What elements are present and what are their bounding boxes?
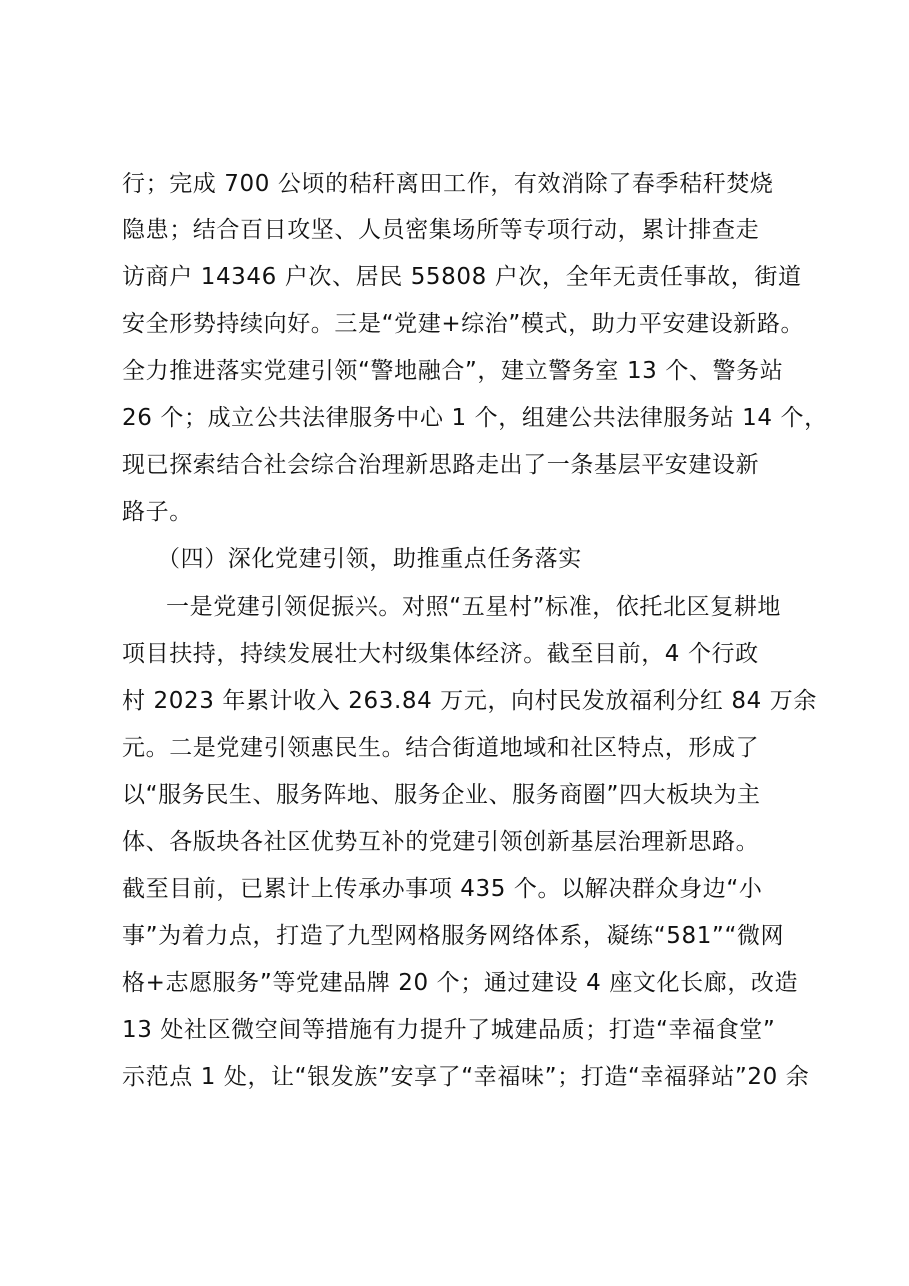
text-line: 26 个；成立公共法律服务中心 1 个，组建公共法律服务站 14 个，	[122, 405, 828, 431]
text-line: 行；完成 700 公顷的秸秆离田工作，有效消除了春季秸秆焚烧	[122, 171, 774, 197]
text-line: 一是党建引领促振兴。对照“五星村”标准，依托北区复耕地	[166, 594, 782, 620]
text-line: 体、各版块各社区优势互补的党建引领创新基层治理新思路。	[122, 829, 760, 855]
text-line: 格+志愿服务”等党建品牌 20 个；通过建设 4 座文化长廊，改造	[122, 970, 799, 996]
text-line: 全力推进落实党建引领“警地融合”，建立警务室 13 个、警务站	[122, 358, 784, 384]
text-line: 13 处社区微空间等措施有力提升了城建品质；打造“幸福食堂”	[122, 1017, 776, 1043]
text-line: 路子。	[122, 499, 193, 525]
section-heading: （四）深化党建引领，助推重点任务落实	[157, 546, 582, 572]
text-line: 安全形势持续向好。三是“党建+综治”模式，助力平安建设新路。	[122, 311, 805, 337]
text-line: 隐患；结合百日攻坚、人员密集场所等专项行动，累计排查走	[122, 217, 760, 243]
text-line: 事”为着力点，打造了九型网格服务网络体系，凝练“581”“微网	[122, 923, 785, 949]
text-line: 项目扶持，持续发展壮大村级集体经济。截至目前，4 个行政	[122, 641, 759, 667]
text-line: 元。二是党建引领惠民生。结合街道地域和社区特点，形成了	[122, 735, 760, 761]
text-line: 截至目前，已累计上传承办事项 435 个。以解决群众身边“小	[122, 876, 763, 902]
text-line: 以“服务民生、服务阵地、服务企业、服务商圈”四大板块为主	[122, 782, 761, 808]
text-line: 示范点 1 处，让“银发族”安享了“幸福味”；打造“幸福驿站”20 余	[122, 1064, 810, 1090]
text-line: 现已探索结合社会综合治理新思路走出了一条基层平安建设新	[122, 452, 760, 478]
text-line: 访商户 14346 户次、居民 55808 户次，全年无责任事故，街道	[122, 264, 802, 290]
text-line: 村 2023 年累计收入 263.84 万元，向村民发放福利分红 84 万余	[122, 688, 817, 714]
